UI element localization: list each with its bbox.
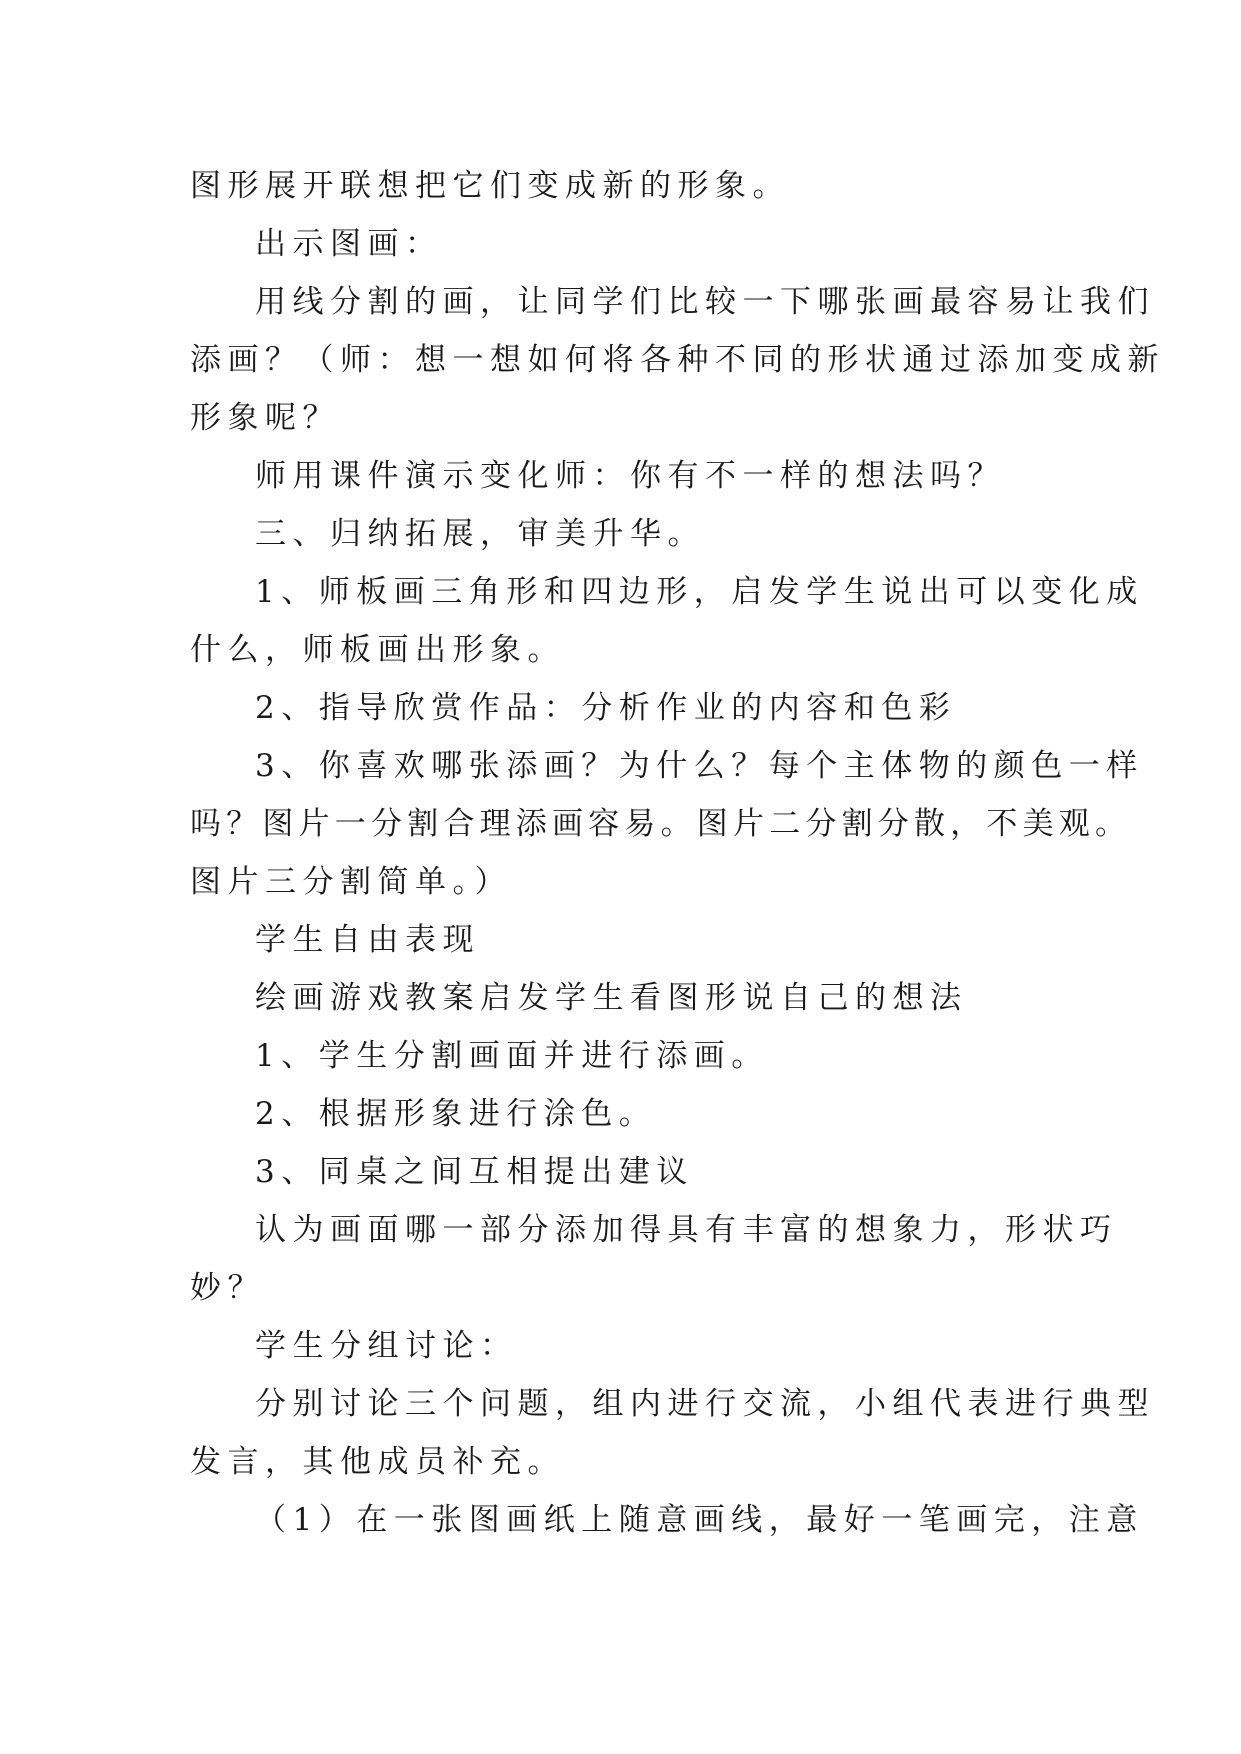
paragraph-line: 图片三分割简单。）	[190, 864, 512, 900]
paragraph-line: 2、指导欣赏作品：分析作业的内容和色彩	[255, 690, 957, 726]
paragraph-line: 2、根据形象进行涂色。	[255, 1096, 657, 1132]
paragraph-line: 学生分组讨论：	[255, 1328, 518, 1364]
paragraph-line: 图形展开联想把它们变成新的形象。	[190, 168, 790, 204]
paragraph-line: 绘画游戏教案启发学生看图形说自己的想法	[255, 980, 968, 1016]
paragraph-line: 用线分割的画，让同学们比较一下哪张画最容易让我们	[255, 284, 1155, 320]
paragraph-line: 什么，师板画出形象。	[190, 632, 565, 668]
paragraph-line: 添画？（师：想一想如何将各种不同的形状通过添加变成新	[190, 342, 1165, 378]
paragraph-line: 发言，其他成员补充。	[190, 1444, 565, 1480]
section-heading: 三、归纳拓展，审美升华。	[255, 516, 705, 552]
paragraph-line: 1、学生分割画面并进行添画。	[255, 1038, 769, 1074]
paragraph-line: 学生自由表现	[255, 922, 480, 958]
paragraph-line: 吗？图片一分割合理添画容易。图片二分割分散，不美观。	[190, 806, 1132, 842]
paragraph-line: 认为画面哪一部分添加得具有丰富的想象力，形状巧	[255, 1212, 1118, 1248]
paragraph-line: 3、你喜欢哪张添画？为什么？每个主体物的颜色一样	[255, 748, 1144, 784]
paragraph-line: 分别讨论三个问题，组内进行交流，小组代表进行典型	[255, 1386, 1155, 1422]
paragraph-line: 出示图画：	[255, 226, 443, 262]
paragraph-line: （1）在一张图画纸上随意画线，最好一笔画完，注意	[255, 1502, 1144, 1538]
paragraph-line: 师用课件演示变化师：你有不一样的想法吗？	[255, 458, 1005, 494]
paragraph-line: 妙？	[190, 1270, 265, 1306]
paragraph-line: 3、同桌之间互相提出建议	[255, 1154, 694, 1190]
paragraph-line: 1、师板画三角形和四边形，启发学生说出可以变化成	[255, 574, 1144, 610]
paragraph-line: 形象呢？	[190, 400, 340, 436]
